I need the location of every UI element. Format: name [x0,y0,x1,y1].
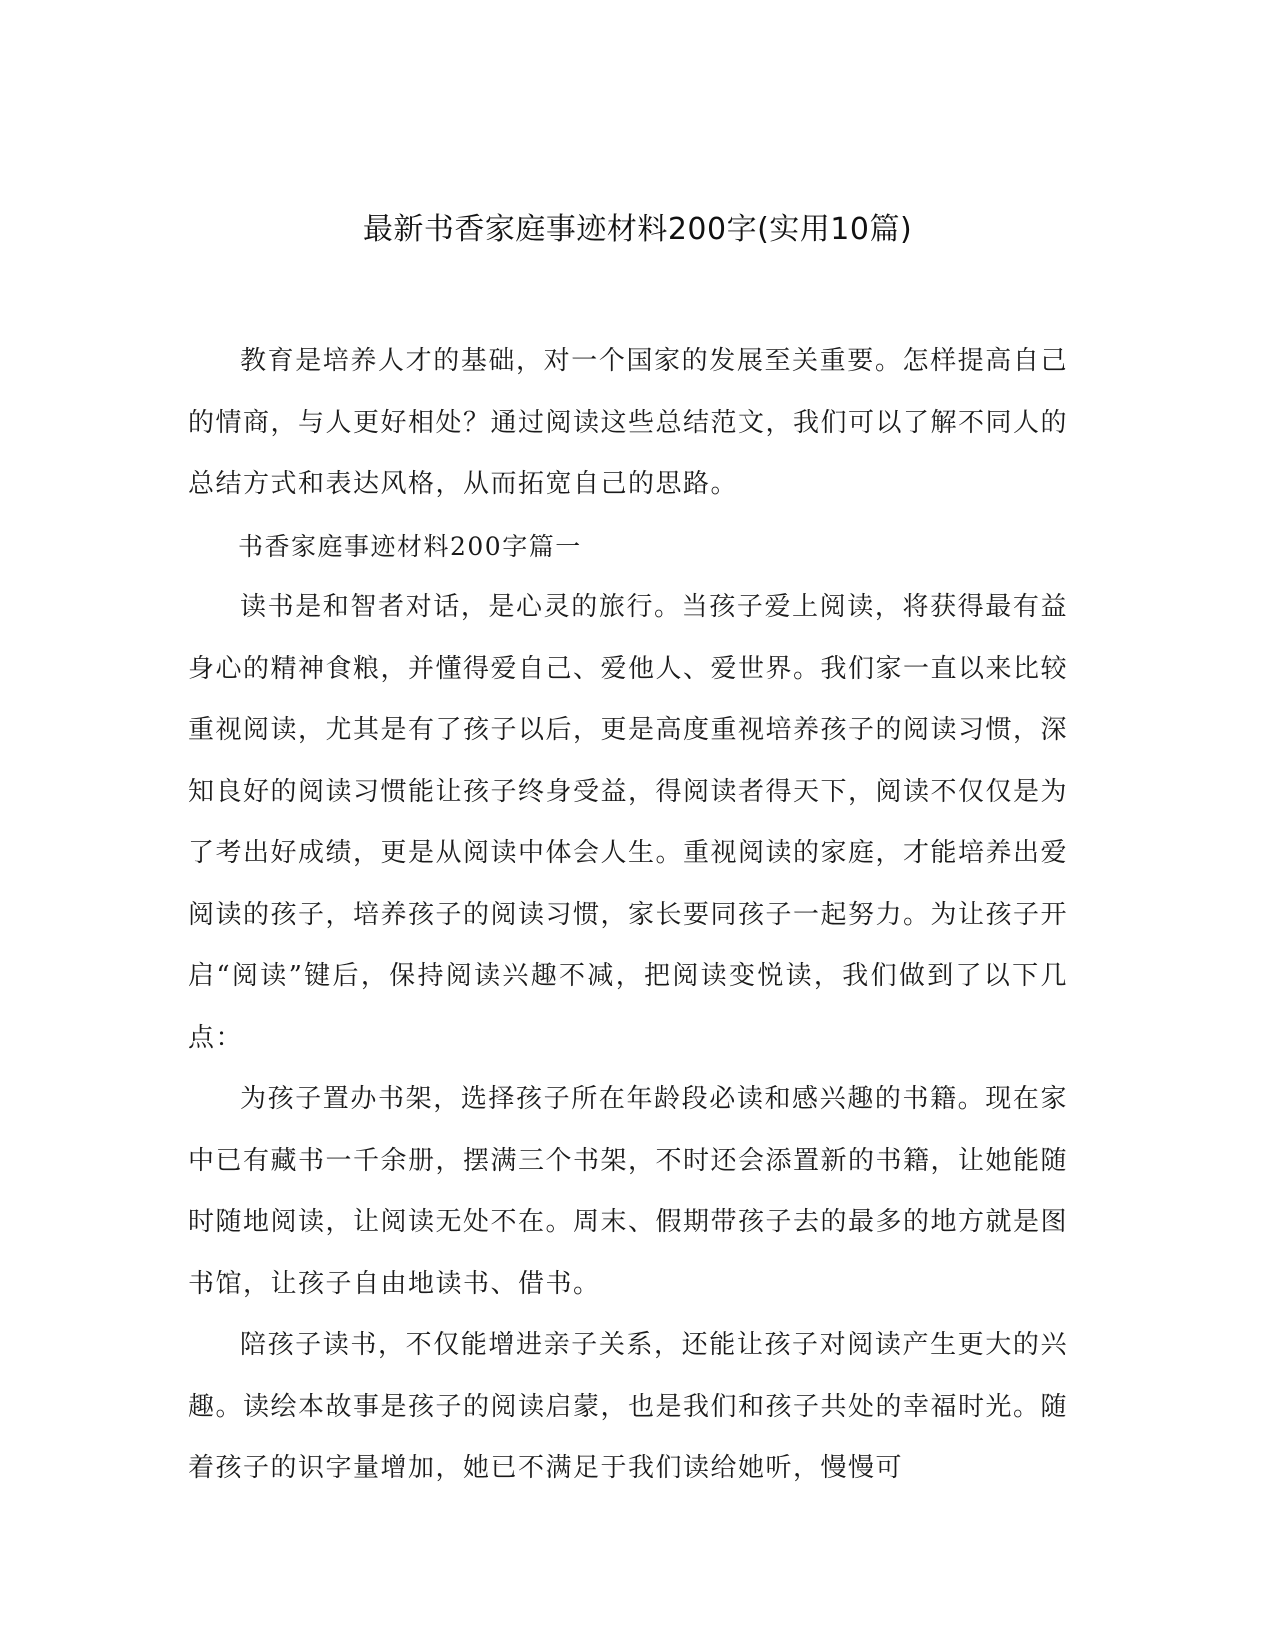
body-paragraph: 陪孩子读书，不仅能增进亲子关系，还能让孩子对阅读产生更大的兴趣。读绘本故事是孩子的阅读启蒙，也是我们和孩子共处的幸福时光。随着孩子的识字量增加，她已不满足于我们读给她听，慢慢可 [188,1330,1069,1483]
document-body [188,331,1068,1500]
document-title: 最新书香家庭事迹材料200字(实用10篇) [362,212,913,247]
body-paragraph: 读书是和智者对话，是心灵的旅行。当孩子爱上阅读，将获得最有益身心的精神食粮，并懂得爱自己、爱他人、爱世界。我们家一直以来比较重视阅读，尤其是有了孩子以后，更是高度重视培养孩子的阅读习惯，深知良好的阅读习惯能让孩子终身受益，得阅读者得天下，阅读不仅仅是为了考出好成绩，更是从阅读中体会人生。重视阅读的家庭，才能培养出爱阅读的孩子，培养孩子的阅读习惯，家长要同孩子一起努力。为让孩子开启“阅读”键后，保持阅读兴趣不减，把阅读变悦读，我们做到了以下几点： [188,592,1069,1053]
intro-paragraph: 教育是培养人才的基础，对一个国家的发展至关重要。怎样提高自己的情商，与人更好相处？通过阅读这些总结范文，我们可以了解不同人的总结方式和表达风格，从而拓宽自己的思路。 [188,346,1069,499]
section-heading: 书香家庭事迹材料200字篇一 [238,531,582,561]
body-paragraph: 为孩子置办书架，选择孩子所在年龄段必读和感兴趣的书籍。现在家中已有藏书一千余册，摆满三个书架，不时还会添置新的书籍，让她能随时随地阅读，让阅读无处不在。周末、假期带孩子去的最多的地方就是图书馆，让孩子自由地读书、借书。 [188,1084,1069,1299]
